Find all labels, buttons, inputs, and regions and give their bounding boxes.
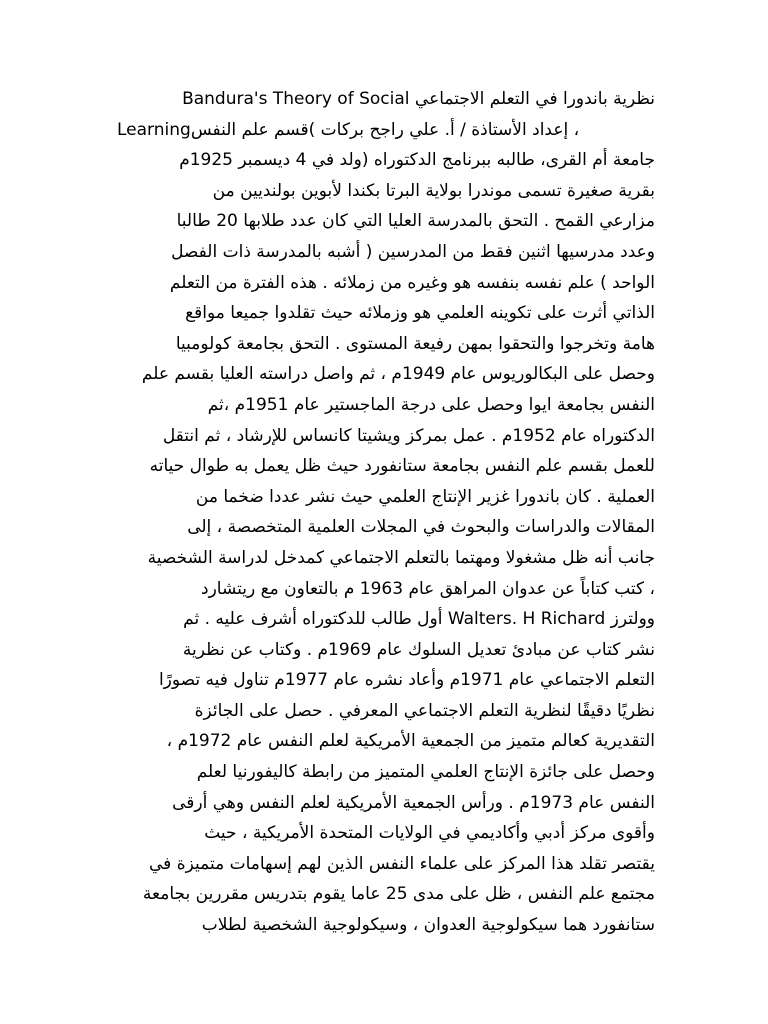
text-line: التعلم الاجتماعي عام 1971م وأعاد نشره عام 1977م تناول فيه تصورًا [158,670,655,691]
text-line: المقالات والدراسات والبحوث في المجلات العلمية المتخصصة ، إلى [187,517,655,538]
text-line: بقرية صغيرة تسمى موندرا بولاية البرتا بكندا لأبوين بولنديين من [212,180,655,201]
text-line: وأقوى مركز أدبي وأكاديمي في الولايات المتحدة الأمريكية ، حيث [204,823,655,844]
text-line: هامة وتخرجوا والتحقوا بمهن رفيعة المستوى . التحق بجامعة كولومبيا [175,333,655,354]
text-line: مجتمع علم النفس ، ظل على مدى 25 عاما يقوم بتدريس مقررين بجامعة [142,884,655,905]
text-line: ستانفورد هما سيكولوجية العدوان ، وسيكولوجية الشخصية لطلاب [201,915,655,936]
text-line: النفس بجامعة ايوا وحصل على درجة الماجستير عام 1951م ،ثم [207,394,655,415]
text-line: التقديرية كعالم متميز من الجمعية الأمريكية لعلم النفس عام 1972م ، [166,731,655,752]
text-line: مزارعي القمح . التحق بالمدرسة العليا التي كان عدد طلابها 20 طالبا [176,211,655,232]
text-line: الذاتي أثرت على تكوينه العلمي هو وزملائه حيث تقلدوا جميعا مواقع [185,303,655,324]
text-line: العملية . كان باندورا غزير الإنتاج العلمي حيث نشر عددا ضخما من [195,486,655,507]
text-line: Learningإعداد الأستاذة / أ. علي راجح بركات )قسم علم النفس ، [117,119,580,140]
text-line: نظريًا دقيقًا لنظرية التعلم الاجتماعي المعرفي . حصل على الجائزة [194,700,655,721]
text-line: جانب أنه ظل مشغولا ومهتما بالتعلم الاجتماعي كمدخل لدراسة الشخصية [147,547,655,568]
text-line: يقتصر تقلد هذا المركز على علماء النفس الذين لهم إسهامات متميزة في [149,853,655,874]
text-line: الواحد ) علم نفسه بنفسه هو وغيره من زملائه . هذه الفترة من التعلم [169,272,655,293]
text-line: جامعة أم القرى، طالبه ببرنامج الدكتوراه (ولد في 4 ديسمبر 1925م [179,150,655,171]
text-line: نشر كتاب عن مبادئ تعديل السلوك عام 1969م . وكتاب عن نظرية [182,639,655,660]
text-line: وحصل على جائزة الإنتاج العلمي المتميز من رابطة كاليفورنيا لعلم [196,762,655,783]
text-line: للعمل بقسم علم النفس بجامعة ستانفورد حيث ظل يعمل به طوال حياته [149,456,655,477]
text-line: وولترز Walters. H Richard أول طالب للدكتوراه أشرف عليه . ثم [183,609,655,630]
text-line: وعدد مدرسيها اثنين فقط من المدرسين ( أشبه بالمدرسة ذات الفصل [171,241,655,262]
body-text [117,84,655,941]
text-line: وحصل على البكالوريوس عام 1949م ، ثم واصل دراسته العليا بقسم علم [141,364,655,385]
title-line: نظرية باندورا في التعلم الاجتماعي Bandura's Theory of Social [182,89,655,109]
text-line: الدكتوراه عام 1952م . عمل بمركز ويشيتا كانساس للإرشاد ، ثم انتقل [162,425,655,446]
text-line: ، كتب كتاباً عن عدوان المراهق عام 1963 م بالتعاون مع ريتشارد [201,578,655,599]
text-line: النفس عام 1973م . ورأس الجمعية الأمريكية لعلم النفس وهي أرقى [172,792,655,813]
